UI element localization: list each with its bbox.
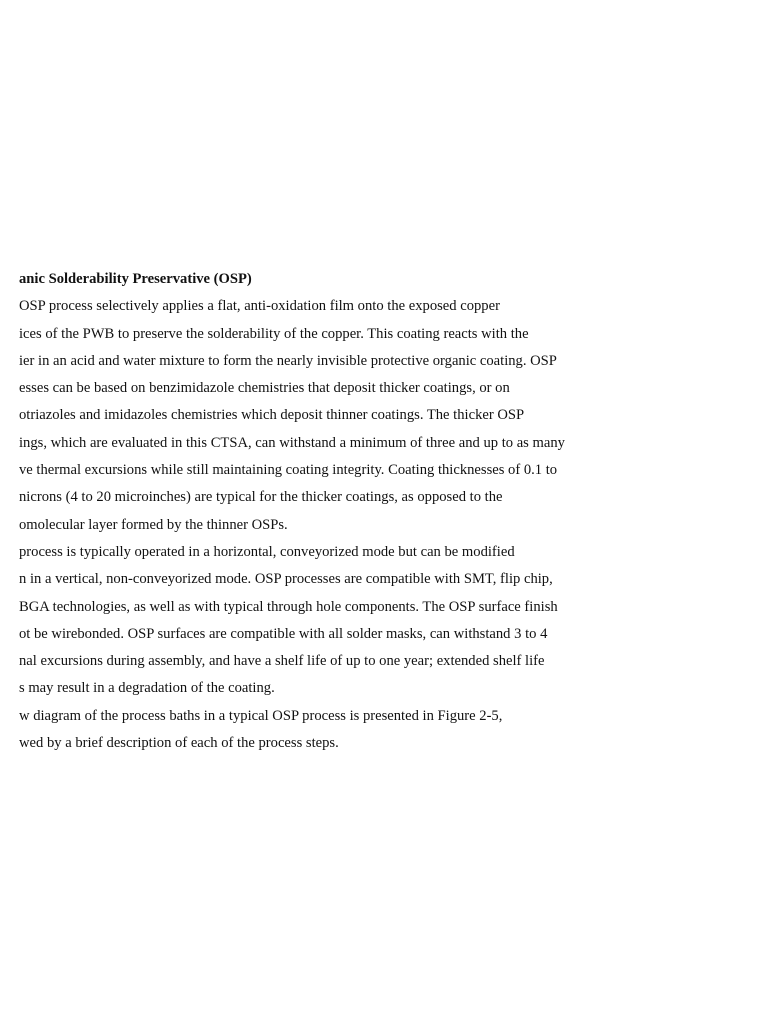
- body-line: esses can be based on benzimidazole chemistries that deposit thicker coatings, or on: [19, 380, 510, 397]
- osp-section: [19, 266, 759, 757]
- body-line: ot be wirebonded. OSP surfaces are compatible with all solder masks, can withstand 3 to 4: [19, 625, 548, 642]
- body-line: BGA technologies, as well as with typical through hole components. The OSP surface finish: [19, 598, 558, 615]
- body-line: OSP process selectively applies a flat, anti-oxidation film onto the exposed copper: [19, 298, 500, 315]
- body-line: ices of the PWB to preserve the solderability of the copper. This coating reacts with the: [19, 325, 529, 342]
- body-line: s may result in a degradation of the coating.: [19, 680, 275, 697]
- section-heading: anic Solderability Preservative (OSP): [19, 271, 252, 287]
- body-line: process is typically operated in a horizontal, conveyorized mode but can be modified: [19, 543, 515, 560]
- body-line: ier in an acid and water mixture to form the nearly invisible protective organic coating. OSP: [19, 352, 557, 369]
- body-line: nicrons (4 to 20 microinches) are typical for the thicker coatings, as opposed to the: [19, 489, 503, 506]
- body-line: nal excursions during assembly, and have a shelf life of up to one year; extended shelf life: [19, 653, 545, 670]
- body-line: w diagram of the process baths in a typical OSP process is presented in Figure 2-5,: [19, 707, 503, 724]
- body-line: omolecular layer formed by the thinner OSPs.: [19, 516, 288, 533]
- body-line: wed by a brief description of each of the process steps.: [19, 735, 339, 752]
- body-line: ve thermal excursions while still maintaining coating integrity. Coating thicknesses of 0.1 to: [19, 462, 558, 479]
- body-line: n in a vertical, non-conveyorized mode. OSP processes are compatible with SMT, flip chip,: [19, 571, 553, 588]
- body-line: ings, which are evaluated in this CTSA, can withstand a minimum of three and up to as many: [19, 434, 565, 451]
- body-line: otriazoles and imidazoles chemistries which deposit thinner coatings. The thicker OSP: [19, 407, 525, 424]
